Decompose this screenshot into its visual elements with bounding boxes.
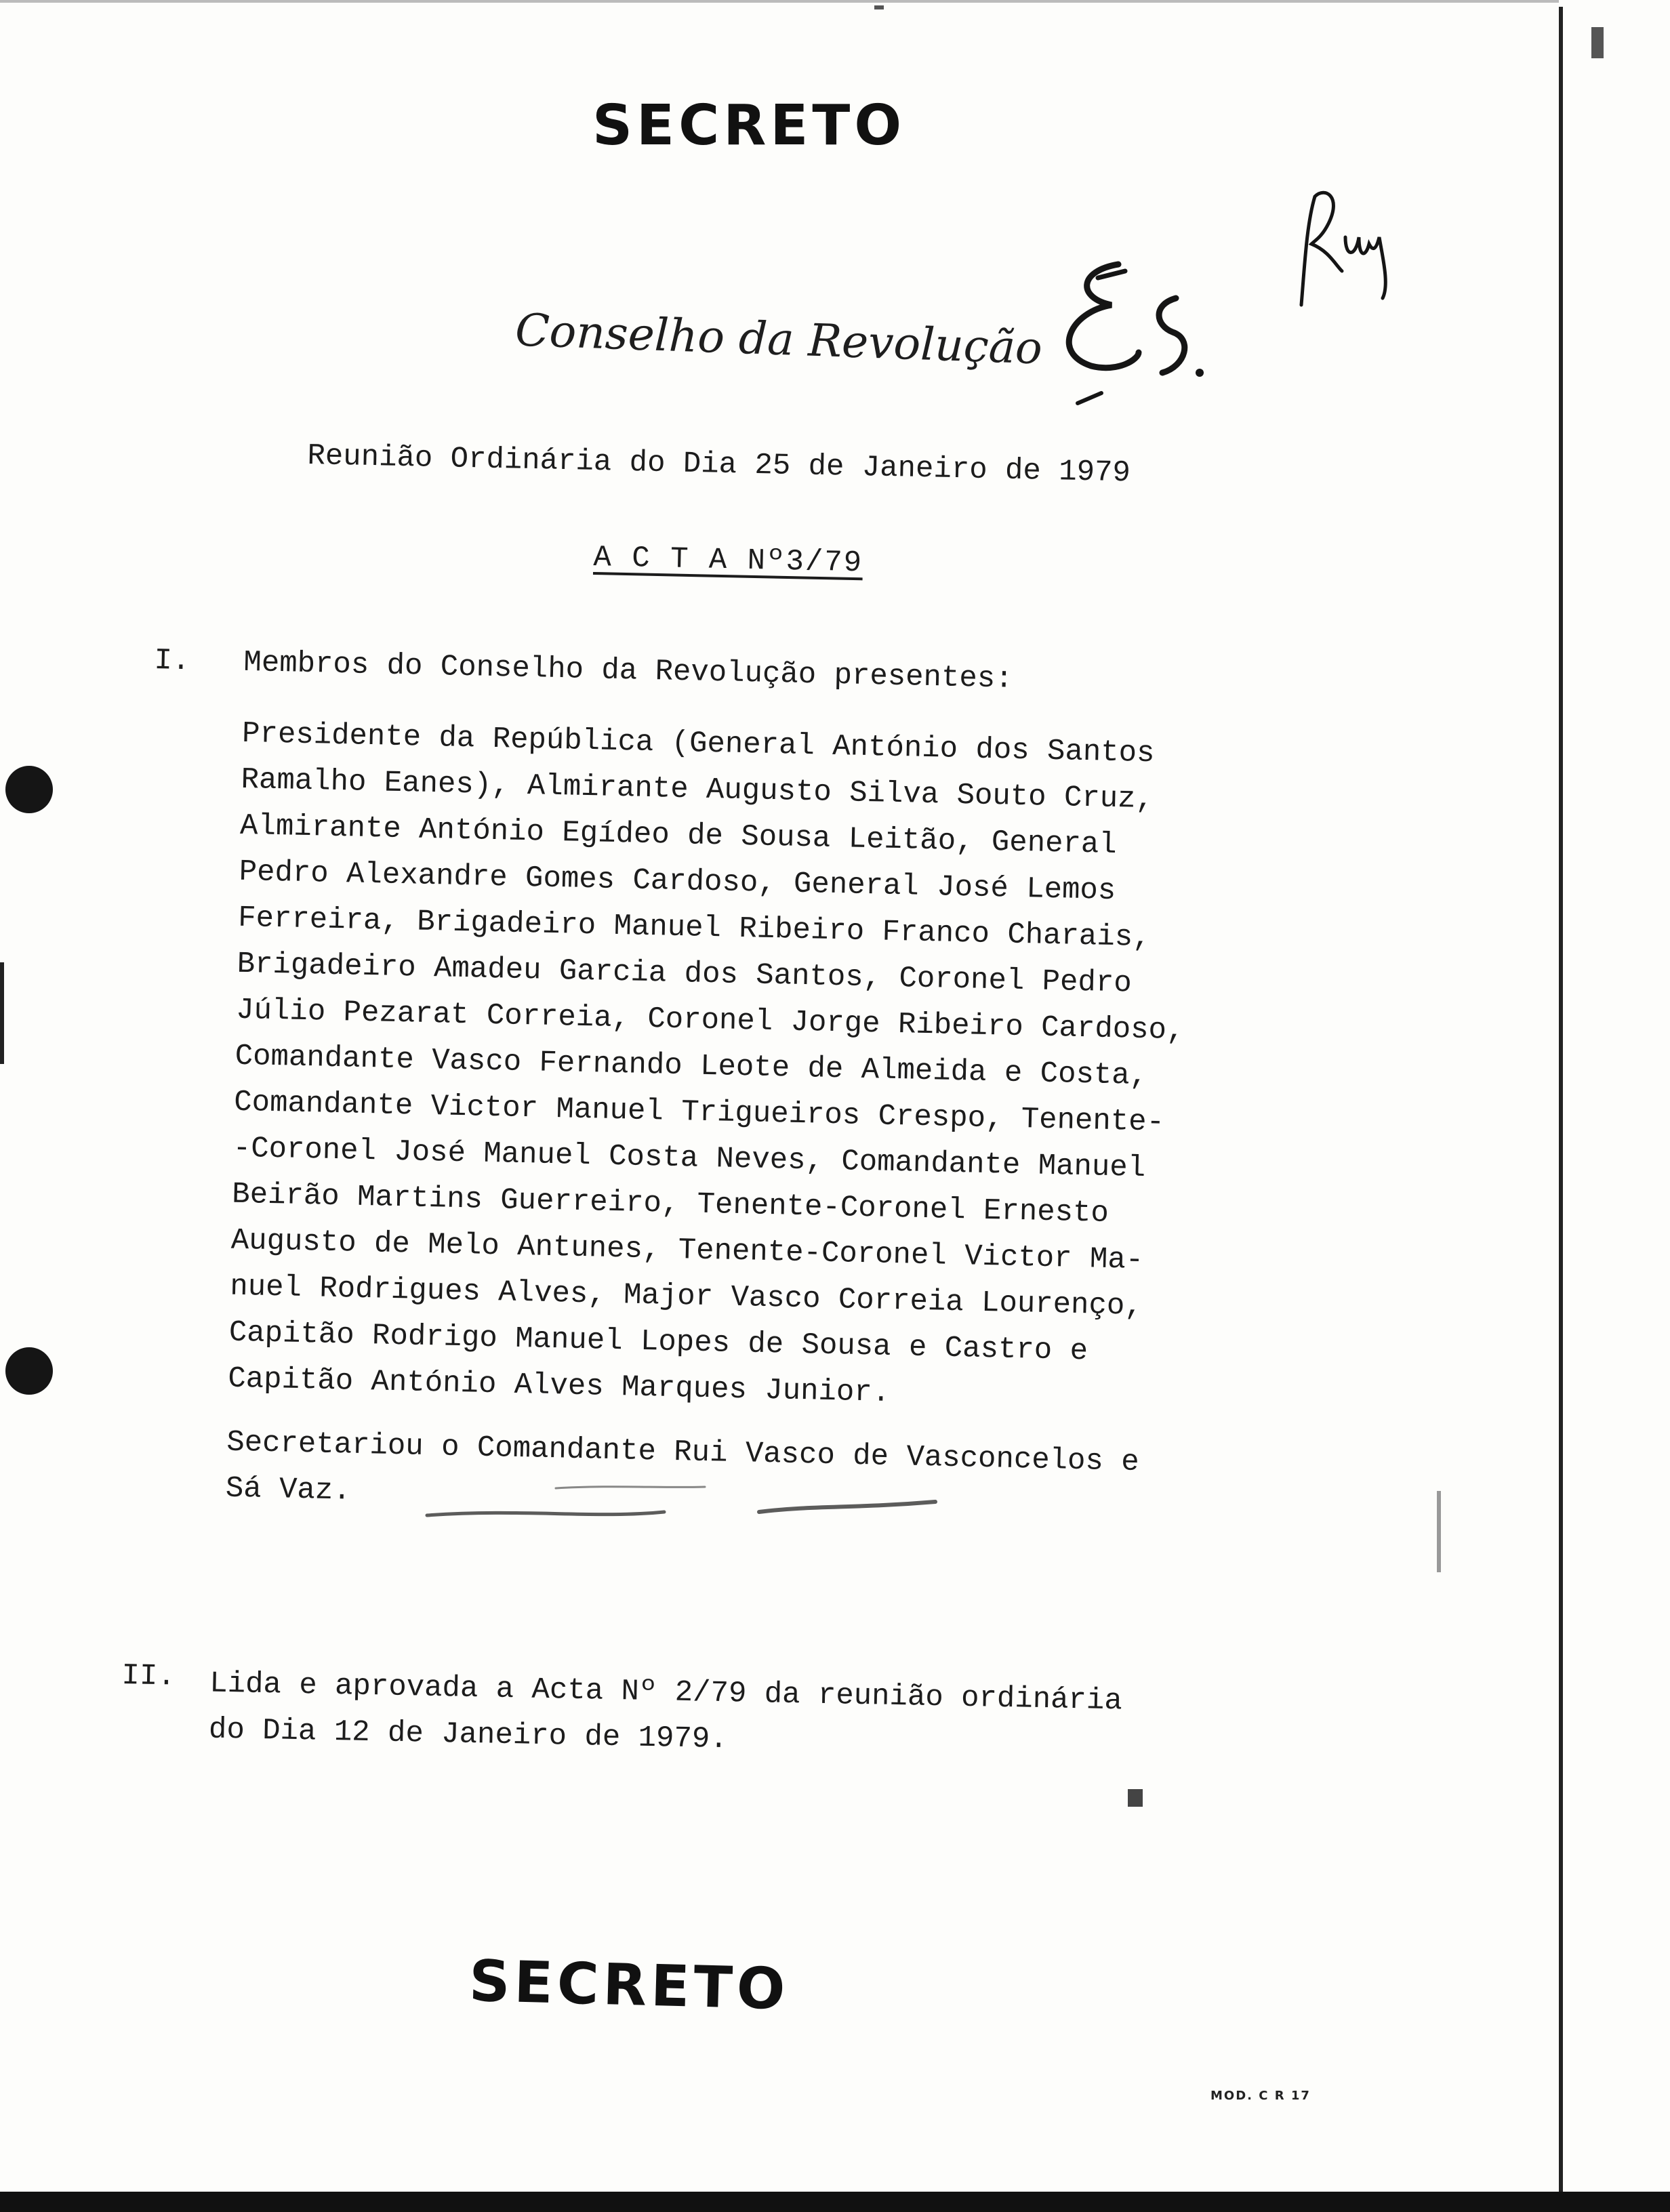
member-line: Augusto de Melo Antunes, Tenente-Coronel Victor Ma-	[230, 1223, 1144, 1278]
scan-speck	[1437, 1491, 1441, 1572]
section-numeral: I.	[153, 644, 190, 679]
scan-top-edge	[0, 0, 1559, 3]
scan-right-edge	[1559, 7, 1563, 2196]
form-code: MOD. C R 17	[1210, 2089, 1311, 2103]
meeting-title: Reunião Ordinária do Dia 25 de Janeiro de 1979	[306, 439, 1131, 491]
member-line: Júlio Pezarat Correia, Coronel Jorge Ribeiro Cardoso,	[235, 993, 1185, 1048]
member-line: Almirante António Egídeo de Sousa Leitão, General	[239, 808, 1118, 863]
handwritten-initials-annotation	[1037, 237, 1213, 413]
handwritten-signature	[1288, 183, 1403, 319]
member-line: Pedro Alexandre Gomes Cardoso, General José Lemos	[239, 855, 1116, 909]
classification-stamp-top: SECRETO	[592, 94, 906, 158]
section-heading: Membros do Conselho da Revolução presentes:	[243, 645, 1014, 697]
section-line: do Dia 12 de Janeiro de 1979.	[208, 1713, 729, 1757]
letterhead: Conselho da Revolução	[514, 304, 1044, 375]
scan-left-mark	[0, 962, 4, 1064]
member-line: nuel Rodrigues Alves, Major Vasco Correia Lourenço,	[229, 1269, 1143, 1324]
member-line: Ferreira, Brigadeiro Manuel Ribeiro Franco Charais,	[237, 901, 1152, 956]
punch-hole-upper	[5, 766, 53, 813]
member-line: Ramalho Eanes), Almirante Augusto Silva Souto Cruz,	[241, 762, 1154, 817]
member-list	[228, 711, 1191, 1422]
section-numeral: II.	[121, 1659, 176, 1694]
ink-smudge	[420, 1475, 962, 1529]
member-line: Capitão Rodrigo Manuel Lopes de Sousa e Castro e	[228, 1315, 1088, 1369]
scan-speck	[1591, 27, 1604, 58]
section-body	[208, 1660, 1122, 1770]
scan-bottom-edge	[0, 2192, 1670, 2212]
member-line: Comandante Victor Manuel Trigueiros Crespo, Tenente-	[233, 1085, 1165, 1140]
acta-heading: A C T A Nº3/79	[592, 541, 863, 581]
member-line: -Coronel José Manuel Costa Neves, Comandante Manuel	[232, 1131, 1146, 1186]
classification-stamp-bottom: SECRETO	[468, 1947, 790, 2023]
member-line: Presidente da República (General António dos Santos	[241, 716, 1155, 771]
member-line: Comandante Vasco Fernando Leote de Almeida e Costa,	[235, 1039, 1148, 1094]
punch-hole-lower	[5, 1347, 53, 1395]
member-line: Beirão Martins Guerreiro, Tenente-Coronel Ernesto	[231, 1177, 1109, 1231]
secretary-line: Sá Vaz.	[225, 1471, 352, 1509]
scan-speck	[874, 5, 884, 9]
member-line: Brigadeiro Amadeu Garcia dos Santos, Coronel Pedro	[237, 947, 1133, 1001]
scan-speck	[1128, 1789, 1143, 1807]
section-line: Lida e aprovada a Acta Nº 2/79 da reunião ordinária	[209, 1666, 1123, 1719]
secretary-line: Secretariou o Comandante Rui Vasco de Vasconcelos e	[226, 1425, 1140, 1479]
member-line: Capitão António Alves Marques Junior.	[227, 1361, 891, 1410]
